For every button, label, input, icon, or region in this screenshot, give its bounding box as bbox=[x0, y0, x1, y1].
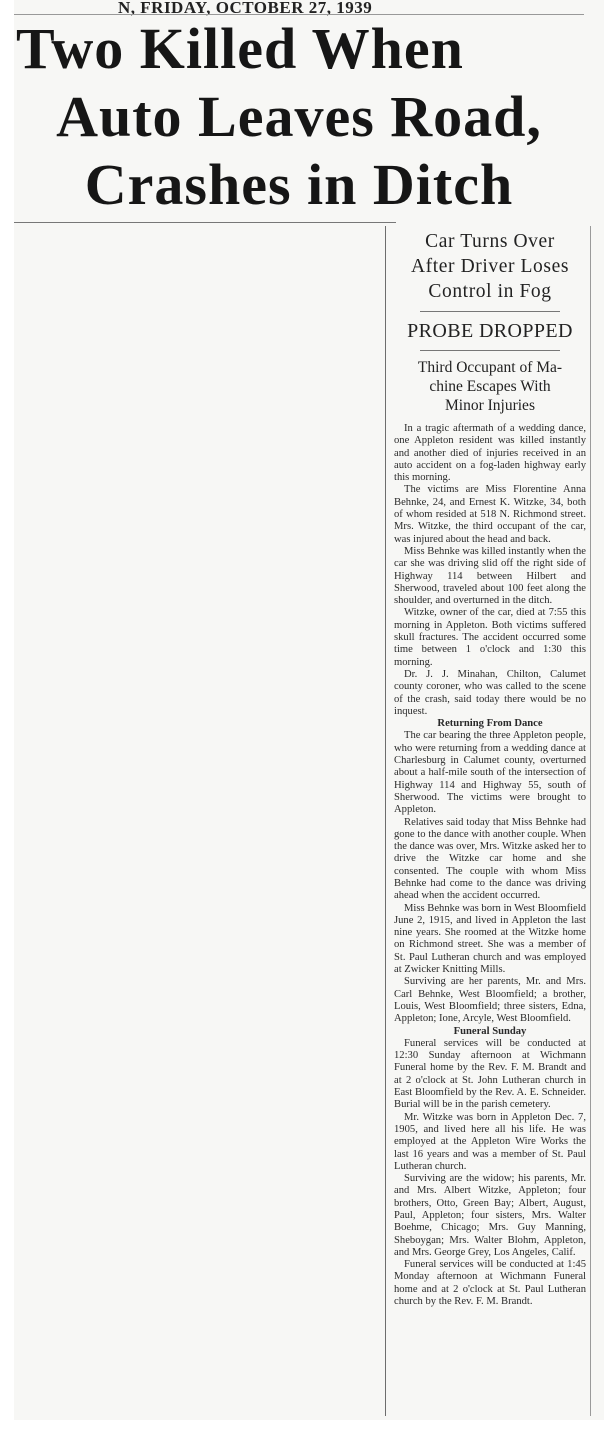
headline-rule bbox=[14, 222, 396, 223]
deck-line: Control in Fog bbox=[428, 281, 552, 302]
paragraph: Funeral services will be conducted at 12:30 Sunday afternoon at Wichmann Funeral home by the Rev. F. M. Brandt and at 2 o'clock at St. John Lutheran church in East Bloomfield by the Rev. A. E. Schneider. Burial will be in the parish cemetery. bbox=[394, 1037, 586, 1111]
deck-line: After Driver Loses bbox=[410, 256, 570, 277]
paragraph: The victims are Miss Florentine Anna Behnke, 24, and Ernest K. Witzke, 34, both of whom resided at 518 N. Richmond street. Mrs. Witzke, the third occupant of the car, was injured about the head and back. bbox=[394, 484, 586, 545]
paragraph: In a tragic aftermath of a wedding dance, one Appleton resident was killed instantly and another died of injuries received in an auto accident on a fog-laden highway early this morning. bbox=[394, 423, 586, 484]
paragraph: Surviving are the widow; his parents, Mr. and Mrs. Albert Witzke, Appleton; four brothers, Otto, Green Bay; Albert, August, Paul, Appleton; four sisters, Mrs. Walter Boehme, Chicago; Mrs. Guy Manning, Sheboygan; Mrs. Walter Blohm, Appleton, and Mrs. George Grey, Los Angeles, Calif. bbox=[394, 1173, 586, 1258]
paragraph: Relatives said today that Miss Behnke had gone to the dance with another couple. When the dance was over, Mrs. Witzke asked her to drive the Witzke car home and she consented. The couple with whom Miss Behnke had come to the dance was driving ahead when the accident occurred. bbox=[394, 816, 586, 902]
deck-line: chine Escapes With bbox=[429, 378, 551, 395]
paragraph: Mr. Witzke was born in Appleton Dec. 7, 1905, and lived here all his life. He was employed at the Appleton Wire Works the last 16 years and was a member of St. Paul Lutheran church. bbox=[394, 1111, 586, 1172]
subheading: Funeral Sunday bbox=[453, 1025, 527, 1037]
deck-line: Car Turns Over bbox=[425, 231, 555, 252]
paragraph: Witzke, owner of the car, died at 7:55 this morning in Appleton. Both victims suffered skull fractures. The accident occurred some time between 1 o'clock and 1:30 this morning. bbox=[394, 607, 586, 668]
deck-line: Minor Injuries bbox=[445, 397, 535, 414]
paragraph: The car bearing the three Appleton people, who were returning from a wedding dance at Charlesburg in Calumet county, overturned about a half-mile south of the intersection of Highway 114 and Highway 55, south of Sherwood. The victims were brought to Appleton. bbox=[394, 730, 586, 816]
subheading: Returning From Dance bbox=[437, 718, 543, 730]
deck-third bbox=[394, 358, 586, 415]
headline-box bbox=[14, 14, 584, 223]
deck-second: PROBE DROPPED bbox=[407, 320, 573, 342]
headline-line: Two Killed When bbox=[16, 16, 464, 81]
paragraph: Surviving are her parents, Mr. and Mrs. Carl Behnke, West Bloomfield; a brother, Louis, West Bloomfield; three sisters, Edna, Appleton; Ione, Arcyle, West Bloomfield. bbox=[394, 976, 586, 1025]
headline-line: Crashes in Ditch bbox=[84, 152, 514, 217]
dateline: N, FRIDAY, OCTOBER 27, 1939 bbox=[118, 0, 373, 17]
deck-first bbox=[394, 229, 586, 304]
article-body bbox=[394, 423, 586, 1308]
headline bbox=[14, 15, 584, 219]
column-rule-right bbox=[590, 226, 591, 1416]
paragraph: Dr. J. J. Minahan, Chilton, Calumet county coroner, who was called to the scene of the crash, said today there would be no inquest. bbox=[394, 668, 586, 717]
deck-separator bbox=[420, 350, 560, 351]
paragraph: Miss Behnke was killed instantly when the car she was driving slid off the right side of Highway 114 between Hilbert and Sherwood, traveled about 100 feet along the shoulder, and overturned in the ditch. bbox=[394, 545, 586, 607]
deck-line: Third Occupant of Ma- bbox=[417, 359, 563, 376]
paragraph: Funeral services will be conducted at 1:45 Monday afternoon at Wichmann Funeral home and at 2 o'clock at St. Paul Lutheran church by the Rev. F. M. Brandt. bbox=[394, 1259, 586, 1308]
article-column bbox=[394, 229, 586, 1308]
paragraph: Miss Behnke was born in West Bloomfield June 2, 1915, and lived in Appleton the last nine years. She roomed at the Witzke home on Richmond street. She was a member of St. Paul Lutheran church and was employed at Zwicker Knitting Mills. bbox=[394, 902, 586, 976]
headline-line: Auto Leaves Road, bbox=[56, 84, 542, 149]
deck-separator bbox=[420, 311, 560, 312]
column-rule-left bbox=[385, 226, 386, 1416]
